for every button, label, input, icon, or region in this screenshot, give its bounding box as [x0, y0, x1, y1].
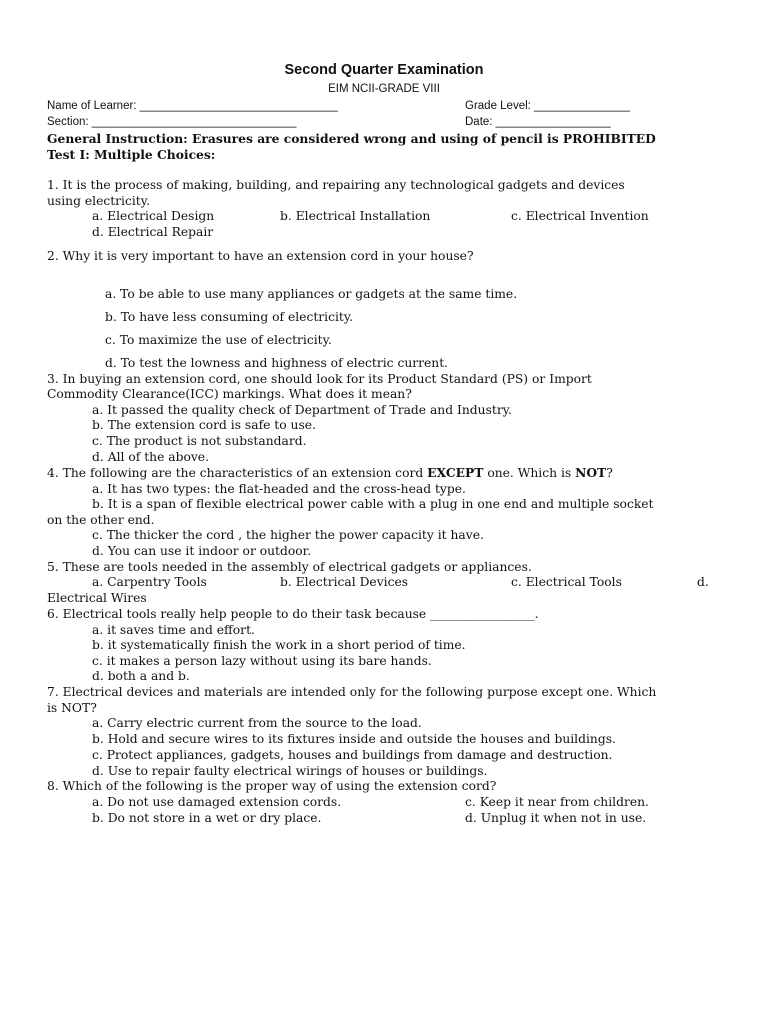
- question-8-option-d[interactable]: d. Unplug it when not in use.: [465, 811, 647, 825]
- question-1-stem-cont: using electricity.: [47, 194, 150, 208]
- question-7-option-d[interactable]: d. Use to repair faulty electrical wirings of houses or buildings.: [92, 764, 488, 778]
- question-4-option-c[interactable]: c. The thicker the cord , the higher the power capacity it have.: [92, 528, 484, 542]
- question-1-option-c[interactable]: c. Electrical Invention: [511, 209, 649, 223]
- question-5-option-d[interactable]: d.: [697, 575, 709, 589]
- question-2-stem: 2. Why it is very important to have an extension cord in your house?: [47, 249, 474, 263]
- question-4-option-d[interactable]: d. You can use it indoor or outdoor.: [92, 544, 312, 558]
- question-3-option-a[interactable]: a. It passed the quality check of Department of Trade and Industry.: [92, 403, 512, 417]
- question-7-option-b[interactable]: b. Hold and secure wires to its fixtures inside and outside the houses and buildings.: [92, 732, 616, 746]
- question-4-option-a[interactable]: a. It has two types: the flat-headed and the cross-head type.: [92, 482, 466, 496]
- question-4-option-b-cont: on the other end.: [47, 513, 155, 527]
- question-8-option-a[interactable]: a. Do not use damaged extension cords.: [92, 795, 342, 809]
- question-7-option-c[interactable]: c. Protect appliances, gadgets, houses and buildings from damage and destruction.: [92, 748, 613, 762]
- question-3-stem: 3. In buying an extension cord, one should look for its Product Standard (PS) or Import: [47, 372, 592, 386]
- question-4-option-b[interactable]: b. It is a span of flexible electrical power cable with a plug in one end and multiple socket: [92, 497, 654, 511]
- question-1-stem: 1. It is the process of making, building, and repairing any technological gadgets and devices: [47, 178, 625, 192]
- question-5-stem: 5. These are tools needed in the assembly of electrical gadgets or appliances.: [47, 560, 532, 574]
- section-field[interactable]: Section: ________________________________: [47, 116, 297, 128]
- question-2-option-b[interactable]: b. To have less consuming of electricity.: [105, 310, 354, 324]
- question-2-option-a[interactable]: a. To be able to use many appliances or gadgets at the same time.: [105, 287, 518, 301]
- question-7-stem: 7. Electrical devices and materials are intended only for the following purpose except one. Which: [47, 685, 657, 699]
- test-heading: Test I: Multiple Choices:: [47, 147, 216, 162]
- question-8-stem: 8. Which of the following is the proper way of using the extension cord?: [47, 779, 497, 793]
- question-6-option-b[interactable]: b. it systematically finish the work in a short period of time.: [92, 638, 466, 652]
- question-4-stem-mid: one. Which is: [483, 466, 576, 480]
- question-2-option-c[interactable]: c. To maximize the use of electricity.: [105, 333, 332, 347]
- question-4-stem-pre: 4. The following are the characteristics of an extension cord: [47, 466, 428, 480]
- question-4-except: EXCEPT: [427, 465, 484, 480]
- question-8-option-b[interactable]: b. Do not store in a wet or dry place.: [92, 811, 322, 825]
- question-5-option-c[interactable]: c. Electrical Tools: [511, 575, 622, 589]
- question-6-option-d[interactable]: d. both a and b.: [92, 669, 190, 683]
- question-3-option-c[interactable]: c. The product is not substandard.: [92, 434, 307, 448]
- question-6-option-c[interactable]: c. it makes a person lazy without using its bare hands.: [92, 654, 432, 668]
- question-7-stem-cont: is NOT?: [47, 701, 97, 715]
- question-5-option-d-cont: Electrical Wires: [47, 591, 147, 605]
- question-5-option-a[interactable]: a. Carpentry Tools: [92, 575, 207, 589]
- question-1-option-b[interactable]: b. Electrical Installation: [280, 209, 431, 223]
- question-2-option-d[interactable]: d. To test the lowness and highness of electric current.: [105, 356, 449, 370]
- question-1-option-a[interactable]: a. Electrical Design: [92, 209, 215, 223]
- question-7-option-a[interactable]: a. Carry electric current from the source to the load.: [92, 716, 422, 730]
- question-4-not: NOT: [575, 465, 607, 480]
- date-field[interactable]: Date: __________________: [465, 116, 611, 128]
- question-3-stem-cont: Commodity Clearance(ICC) markings. What does it mean?: [47, 387, 412, 401]
- question-4-stem-post: ?: [606, 466, 613, 480]
- question-3-option-b[interactable]: b. The extension cord is safe to use.: [92, 418, 316, 432]
- question-8-option-c[interactable]: c. Keep it near from children.: [465, 795, 649, 809]
- name-field[interactable]: Name of Learner: _______________________________: [47, 100, 338, 112]
- grade-level-field[interactable]: Grade Level: _______________: [465, 100, 630, 112]
- question-6-option-a[interactable]: a. it saves time and effort.: [92, 623, 255, 637]
- question-1-option-d[interactable]: d. Electrical Repair: [92, 225, 214, 239]
- question-6-stem: 6. Electrical tools really help people to do their task because _________________.: [47, 607, 539, 621]
- question-3-option-d[interactable]: d. All of the above.: [92, 450, 209, 464]
- exam-subtitle: EIM NCII-GRADE VIII: [328, 83, 440, 95]
- question-4-stem: [47, 465, 613, 480]
- exam-title: Second Quarter Examination: [284, 62, 484, 78]
- question-5-option-b[interactable]: b. Electrical Devices: [280, 575, 409, 589]
- general-instruction: General Instruction: Erasures are considered wrong and using of pencil is PROHIBITED: [47, 131, 656, 146]
